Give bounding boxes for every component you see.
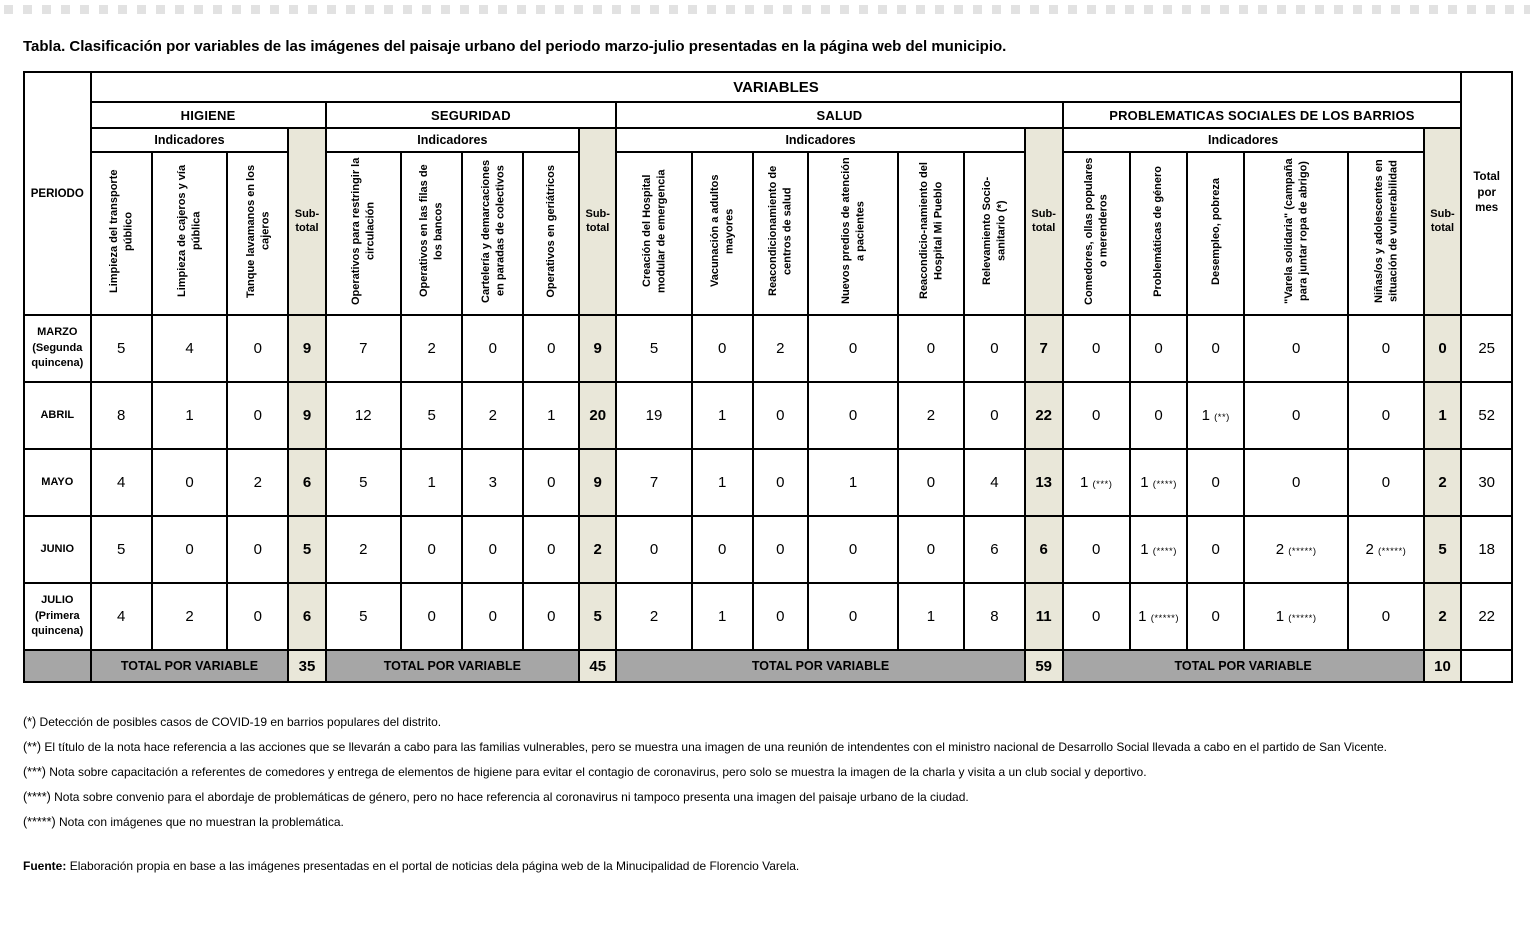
subtotal-header: Sub-total <box>1424 128 1462 315</box>
subtotal-cell: 5 <box>288 516 325 583</box>
value-cell: 0 <box>401 583 462 650</box>
value-cell: 2 <box>753 315 809 382</box>
value-cell: 0 <box>1063 315 1130 382</box>
footnote-marker: (*****) <box>23 815 56 829</box>
indicator-header: Operativos en las filas de los bancos <box>401 152 462 315</box>
header-row-variables <box>24 72 1512 102</box>
footnote: (**) El título de la nota hace referencia a las acciones que se llevarán a cabo para las familias vulnerables, pero se muestra una imagen de una reunión de intendentes con el ministro nacional de Desarrollo Social llevada a cabo en el partido de San Vicente. <box>23 740 1388 754</box>
value-cell: 1 <box>152 382 227 449</box>
classification-table <box>23 71 1513 683</box>
value-cell: 0 <box>898 516 964 583</box>
footnote: (*****) Nota con imágenes que no muestran la problemática. <box>23 815 344 829</box>
value-cell: 0 <box>1244 449 1348 516</box>
indicator-header: Relevamiento Socio-sanitario (*) <box>964 152 1025 315</box>
value-cell: 0 <box>964 315 1025 382</box>
total-por-variable-label: TOTAL POR VARIABLE <box>616 650 1025 682</box>
value-cell: 4 <box>91 583 152 650</box>
value-cell: 0 <box>462 315 523 382</box>
month-total-cell: 18 <box>1461 516 1512 583</box>
indicator-header: Nuevos predios de atención a pacientes <box>808 152 898 315</box>
value-cell: 5 <box>91 315 152 382</box>
subtotal-cell: 5 <box>579 583 616 650</box>
header-row-indicators <box>24 152 1512 315</box>
total-por-variable-label: TOTAL POR VARIABLE <box>1063 650 1424 682</box>
value-cell: 0 <box>1063 382 1130 449</box>
footnote-marker: (****) <box>23 790 51 804</box>
subtotal-header: Sub-total <box>579 128 616 315</box>
value-cell: 5 <box>326 583 401 650</box>
value-cell: 2 <box>462 382 523 449</box>
value-cell: 0 <box>1187 449 1244 516</box>
indicator-header: Creación del Hospital modular de emergencia <box>616 152 691 315</box>
value-cell: 0 <box>1063 516 1130 583</box>
value-cell: 8 <box>964 583 1025 650</box>
value-cell: 1 (**) <box>1187 382 1244 449</box>
value-cell: 5 <box>616 315 691 382</box>
subtotal-cell: 9 <box>579 315 616 382</box>
value-cell: 0 <box>1348 382 1423 449</box>
indicator-header: Operativos para restringir la circulación <box>326 152 401 315</box>
value-cell: 12 <box>326 382 401 449</box>
value-cell: 4 <box>91 449 152 516</box>
value-cell: 0 <box>808 516 898 583</box>
indicadores-header: Indicadores <box>1063 128 1424 152</box>
subtotal-header: Sub-total <box>288 128 325 315</box>
value-cell: 0 <box>1187 516 1244 583</box>
value-cell: 0 <box>227 315 288 382</box>
period-label: JULIO (Primera quincena) <box>24 583 91 650</box>
total-por-variable-value: 10 <box>1424 650 1462 682</box>
subtotal-cell: 9 <box>288 382 325 449</box>
footnote: (*) Detección de posibles casos de COVID-19 en barrios populares del distrito. <box>23 715 442 729</box>
total-por-variable-label: TOTAL POR VARIABLE <box>326 650 580 682</box>
value-cell: 0 <box>1130 315 1187 382</box>
indicadores-header: Indicadores <box>616 128 1025 152</box>
value-cell: 0 <box>462 583 523 650</box>
subtotal-cell: 13 <box>1025 449 1063 516</box>
indicator-header: Tanque lavamanos en los cajeros <box>227 152 288 315</box>
subtotal-cell: 6 <box>1025 516 1063 583</box>
value-cell: 19 <box>616 382 691 449</box>
source-label: Fuente: <box>23 859 67 873</box>
value-cell: 0 <box>152 449 227 516</box>
month-total-cell: 25 <box>1461 315 1512 382</box>
indicadores-header: Indicadores <box>91 128 289 152</box>
table-row <box>24 382 1512 449</box>
indicator-header: Comedores, ollas populares o merenderos <box>1063 152 1130 315</box>
footnote: (****) Nota sobre convenio para el abordaje de problemáticas de género, pero no hace referencia al coronavirus ni tampoco presenta una imagen del paisaje urbano de la ciudad. <box>23 790 969 804</box>
indicator-header: Vacunación a adultos mayores <box>692 152 753 315</box>
month-total-cell: 22 <box>1461 583 1512 650</box>
subtotal-header: Sub-total <box>1025 128 1063 315</box>
total-por-variable-value: 35 <box>288 650 325 682</box>
empty-corner-cell <box>24 650 91 682</box>
value-cell: 7 <box>326 315 401 382</box>
value-cell: 0 <box>523 516 579 583</box>
value-cell: 0 <box>462 516 523 583</box>
subtotal-cell: 1 <box>1424 382 1462 449</box>
value-cell: 2 <box>898 382 964 449</box>
value-cell: 1 (***) <box>1063 449 1130 516</box>
value-cell: 0 <box>964 382 1025 449</box>
value-cell: 0 <box>808 583 898 650</box>
subtotal-cell: 2 <box>1424 583 1462 650</box>
totals-row <box>24 650 1512 682</box>
subtotal-cell: 5 <box>1424 516 1462 583</box>
value-cell: 4 <box>152 315 227 382</box>
value-cell: 1 (****) <box>1130 516 1187 583</box>
footnote-marker: (**) <box>23 740 42 754</box>
value-cell: 0 <box>152 516 227 583</box>
indicator-header: Niñas/os y adolescentes en situación de vulnerabilidad <box>1348 152 1423 315</box>
value-cell: 2 <box>401 315 462 382</box>
subtotal-cell: 11 <box>1025 583 1063 650</box>
indicator-header: Problemáticas de género <box>1130 152 1187 315</box>
value-cell: 4 <box>964 449 1025 516</box>
value-cell: 0 <box>898 449 964 516</box>
variables-header: VARIABLES <box>91 72 1462 102</box>
subtotal-cell: 20 <box>579 382 616 449</box>
value-cell: 0 <box>523 583 579 650</box>
value-cell: 8 <box>91 382 152 449</box>
value-cell: 0 <box>1348 315 1423 382</box>
value-cell: 2 (*****) <box>1348 516 1423 583</box>
value-cell: 0 <box>753 449 809 516</box>
header-row-groups <box>24 102 1512 128</box>
value-cell: 0 <box>808 382 898 449</box>
value-cell: 1 <box>898 583 964 650</box>
indicator-header: Reacondicionamiento de centros de salud <box>753 152 809 315</box>
group-header-3: PROBLEMATICAS SOCIALES DE LOS BARRIOS <box>1063 102 1462 128</box>
subtotal-cell: 9 <box>579 449 616 516</box>
indicator-header: "Varela solidaria" (campaña para juntar ropa de abrigo) <box>1244 152 1348 315</box>
period-label: JUNIO <box>24 516 91 583</box>
value-cell: 0 <box>1244 315 1348 382</box>
value-cell: 0 <box>898 315 964 382</box>
value-cell: 2 <box>326 516 401 583</box>
page-top-dashes <box>4 5 1530 14</box>
footnote-marker: (*) <box>23 715 37 729</box>
subtotal-cell: 6 <box>288 449 325 516</box>
value-cell: 0 <box>808 315 898 382</box>
group-header-0: HIGIENE <box>91 102 326 128</box>
value-cell: 2 <box>227 449 288 516</box>
value-cell: 0 <box>401 516 462 583</box>
footnote: (***) Nota sobre capacitación a referentes de comedores y entrega de elementos de higiene para evitar el contagio de coronavirus, pero solo se muestra la imagen de la charla y visita a un club social y deportivo. <box>23 765 1147 779</box>
value-cell: 1 <box>692 583 753 650</box>
value-cell: 1 (*****) <box>1244 583 1348 650</box>
value-cell: 0 <box>1244 382 1348 449</box>
value-cell: 2 (*****) <box>1244 516 1348 583</box>
table-row <box>24 583 1512 650</box>
period-label: MARZO (Segunda quincena) <box>24 315 91 382</box>
value-cell: 5 <box>326 449 401 516</box>
subtotal-cell: 2 <box>579 516 616 583</box>
value-cell: 1 (*****) <box>1130 583 1187 650</box>
value-cell: 1 (****) <box>1130 449 1187 516</box>
value-cell: 1 <box>523 382 579 449</box>
subtotal-cell: 22 <box>1025 382 1063 449</box>
table-row <box>24 449 1512 516</box>
value-cell: 0 <box>523 315 579 382</box>
indicator-header: Cartelería y demarcaciones en paradas de colectivos <box>462 152 523 315</box>
subtotal-cell: 9 <box>288 315 325 382</box>
value-cell: 6 <box>964 516 1025 583</box>
subtotal-cell: 6 <box>288 583 325 650</box>
value-cell: 0 <box>227 382 288 449</box>
table-title: Tabla. Clasificación por variables de las imágenes del paisaje urbano del periodo marzo-julio presentadas en la página web del municipio. <box>23 38 1007 55</box>
footnotes <box>23 715 1513 829</box>
header-row-indicadores <box>24 128 1512 152</box>
group-header-2: SALUD <box>616 102 1062 128</box>
period-label: MAYO <box>24 449 91 516</box>
source-note <box>23 859 1513 873</box>
value-cell: 1 <box>401 449 462 516</box>
indicator-header: Operativos en geriátricos <box>523 152 579 315</box>
document-page <box>0 38 1536 873</box>
month-total-cell: 52 <box>1461 382 1512 449</box>
indicator-header: Limpieza del transporte público <box>91 152 152 315</box>
value-cell: 0 <box>227 516 288 583</box>
indicator-header: Reacondicio-namiento del Hospital Mi Pueblo <box>898 152 964 315</box>
value-cell: 0 <box>753 382 809 449</box>
value-cell: 0 <box>1348 583 1423 650</box>
value-cell: 1 <box>808 449 898 516</box>
value-cell: 0 <box>1130 382 1187 449</box>
subtotal-cell: 7 <box>1025 315 1063 382</box>
value-cell: 0 <box>753 583 809 650</box>
subtotal-cell: 2 <box>1424 449 1462 516</box>
value-cell: 0 <box>616 516 691 583</box>
table-row <box>24 516 1512 583</box>
total-por-variable-value: 59 <box>1025 650 1063 682</box>
periodo-header: PERIODO <box>24 72 91 315</box>
value-cell: 0 <box>1063 583 1130 650</box>
total-per-month-header: Total por mes <box>1461 72 1512 315</box>
value-cell: 0 <box>692 516 753 583</box>
subtotal-cell: 0 <box>1424 315 1462 382</box>
value-cell: 2 <box>152 583 227 650</box>
value-cell: 3 <box>462 449 523 516</box>
value-cell: 0 <box>1187 315 1244 382</box>
empty-total-cell <box>1461 650 1512 682</box>
value-cell: 5 <box>91 516 152 583</box>
indicadores-header: Indicadores <box>326 128 580 152</box>
value-cell: 0 <box>227 583 288 650</box>
value-cell: 1 <box>692 449 753 516</box>
table-row <box>24 315 1512 382</box>
indicator-header: Limpieza de cajeros y vía pública <box>152 152 227 315</box>
value-cell: 0 <box>1187 583 1244 650</box>
value-cell: 0 <box>1348 449 1423 516</box>
value-cell: 2 <box>616 583 691 650</box>
footnote-marker: (***) <box>23 765 46 779</box>
group-header-1: SEGURIDAD <box>326 102 617 128</box>
total-por-variable-label: TOTAL POR VARIABLE <box>91 650 289 682</box>
period-label: ABRIL <box>24 382 91 449</box>
value-cell: 0 <box>692 315 753 382</box>
value-cell: 5 <box>401 382 462 449</box>
value-cell: 0 <box>753 516 809 583</box>
indicator-header: Desempleo, pobreza <box>1187 152 1244 315</box>
source-text: Elaboración propia en base a las imágenes presentadas en el portal de noticias dela página web de la Minucipalidad de Florencio Varela. <box>69 859 800 873</box>
value-cell: 0 <box>523 449 579 516</box>
value-cell: 1 <box>692 382 753 449</box>
month-total-cell: 30 <box>1461 449 1512 516</box>
value-cell: 7 <box>616 449 691 516</box>
total-por-variable-value: 45 <box>579 650 616 682</box>
